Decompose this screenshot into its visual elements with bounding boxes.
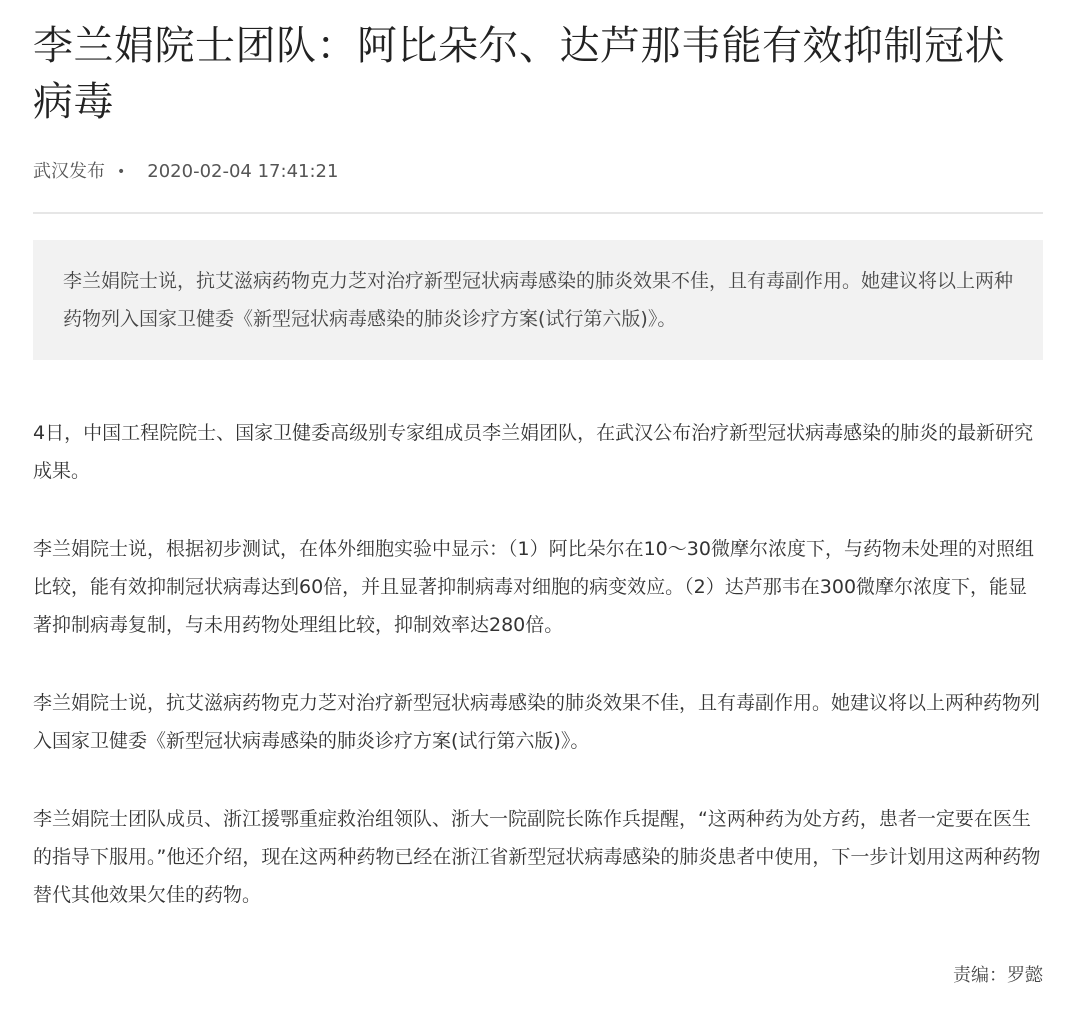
editor-credit: 责编：罗懿: [953, 965, 1043, 986]
article-body: [33, 414, 1043, 914]
article-paragraph: 李兰娟院士说，抗艾滋病药物克力芝对治疗新型冠状病毒感染的肺炎效果不佳，且有毒副作用。她建议将以上两种药物列入国家卫健委《新型冠状病毒感染的肺炎诊疗方案(试行第六版)》。: [33, 692, 1041, 752]
article-summary: 李兰娟院士说，抗艾滋病药物克力芝对治疗新型冠状病毒感染的肺炎效果不佳，且有毒副作用。她建议将以上两种药物列入国家卫健委《新型冠状病毒感染的肺炎诊疗方案(试行第六版)》。: [33, 240, 1043, 360]
meta-separator: •: [117, 164, 126, 180]
article-datetime: 2020-02-04 17:41:21: [147, 161, 339, 182]
article-paragraph: 4日，中国工程院院士、国家卫健委高级别专家组成员李兰娟团队，在武汉公布治疗新型冠状病毒感染的肺炎的最新研究成果。: [33, 422, 1034, 482]
article-source[interactable]: 武汉发布: [33, 161, 105, 182]
article-title: 李兰娟院士团队：阿比朵尔、达芦那韦能有效抑制冠状病毒: [33, 23, 1005, 125]
header-divider: [33, 212, 1043, 214]
article-paragraph: 李兰娟院士团队成员、浙江援鄂重症救治组领队、浙大一院副院长陈作兵提醒，“这两种药为处方药，患者一定要在医生的指导下服用。”他还介绍，现在这两种药物已经在浙江省新型冠状病毒感染的肺炎患者中使用，下一步计划用这两种药物替代其他效果欠佳的药物。: [33, 808, 1041, 906]
article-paragraph: 李兰娟院士说，根据初步测试，在体外细胞实验中显示：（1）阿比朵尔在10～30微摩尔浓度下，与药物未处理的对照组比较，能有效抑制冠状病毒达到60倍，并且显著抑制病毒对细胞的病变效应。（2）达芦那韦在300微摩尔浓度下，能显著抑制病毒复制，与未用药物处理组比较，抑制效率达280倍。: [33, 538, 1034, 636]
article-meta: [33, 160, 1043, 184]
